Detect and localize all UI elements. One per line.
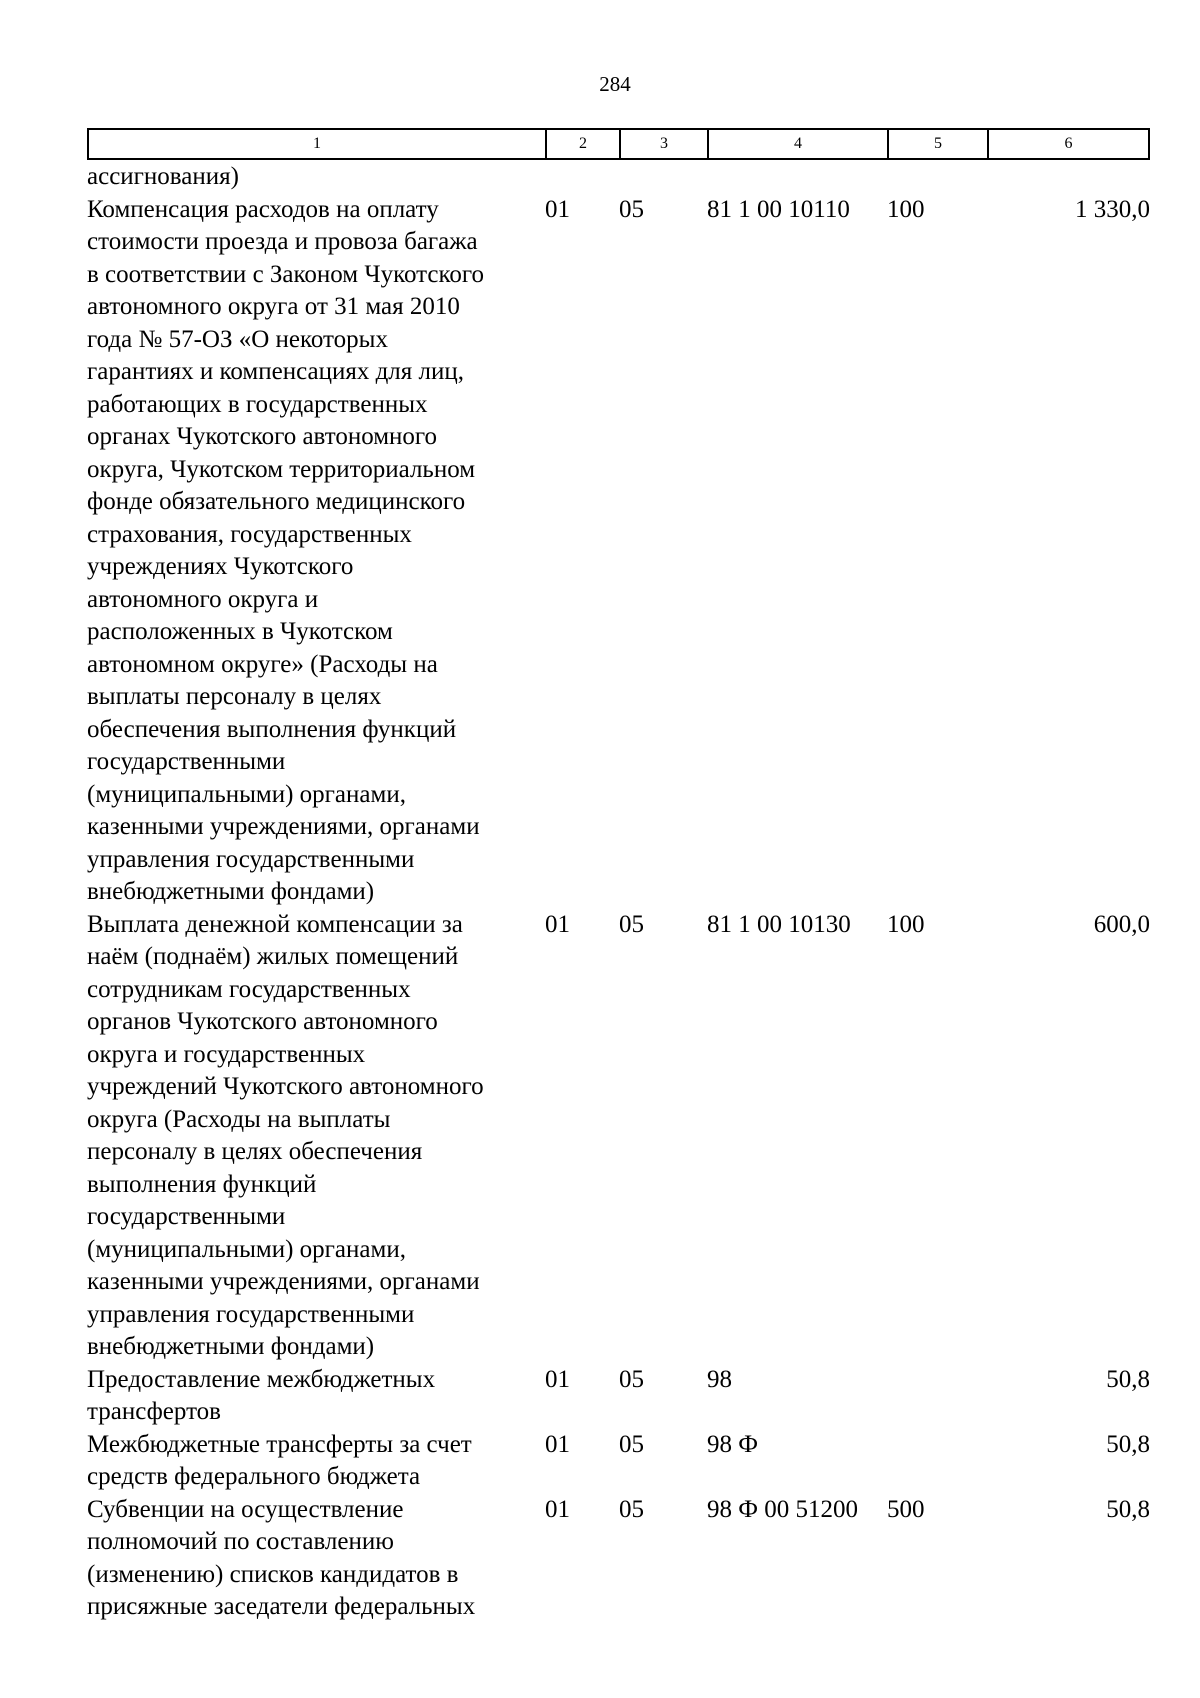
row-subsection: 05 xyxy=(619,1365,644,1393)
row-description: ассигнования) xyxy=(87,163,239,190)
table-column-header xyxy=(87,128,1150,160)
row-section: 01 xyxy=(545,1365,570,1393)
row-section: 01 xyxy=(545,910,570,938)
column-header-4: 4 xyxy=(709,130,889,158)
row-target-article: 81 1 00 10130 xyxy=(707,910,851,938)
column-header-5: 5 xyxy=(889,130,989,158)
row-expense-type: 100 xyxy=(887,195,925,223)
row-subsection: 05 xyxy=(619,1430,644,1458)
table-row xyxy=(87,1364,1150,1429)
table-row xyxy=(87,161,1150,194)
row-description: Субвенции на осуществление полномочий по составлению (изменению) списков кандидатов в присяжные заседатели федеральных xyxy=(87,1495,476,1620)
column-header-3: 3 xyxy=(621,130,709,158)
row-expense-type: 500 xyxy=(887,1495,925,1523)
row-amount: 1 330,0 xyxy=(1075,195,1150,223)
row-amount: 600,0 xyxy=(1093,910,1150,938)
row-expense-type: 100 xyxy=(887,910,925,938)
row-target-article: 98 xyxy=(707,1365,732,1393)
row-target-article: 98 Ф 00 51200 xyxy=(707,1495,859,1523)
row-amount: 50,8 xyxy=(1106,1495,1150,1523)
row-amount: 50,8 xyxy=(1106,1365,1150,1393)
row-target-article: 81 1 00 10110 xyxy=(707,195,850,223)
row-amount: 50,8 xyxy=(1106,1430,1150,1458)
row-subsection: 05 xyxy=(619,1495,644,1523)
column-header-6: 6 xyxy=(1064,135,1073,152)
row-description: Предоставление межбюджетных трансфертов xyxy=(87,1365,436,1425)
column-header-2: 2 xyxy=(547,130,621,158)
row-description: Межбюджетные трансферты за счет средств федерального бюджета xyxy=(87,1430,472,1490)
table-row xyxy=(87,194,1150,909)
row-target-article: 98 Ф xyxy=(707,1430,759,1458)
column-header-1: 1 xyxy=(89,130,547,158)
budget-table-body xyxy=(87,161,1150,1624)
row-section: 01 xyxy=(545,1495,570,1523)
row-subsection: 05 xyxy=(619,910,644,938)
table-row xyxy=(87,1494,1150,1624)
row-description: Выплата денежной компенсации за наём (поднаём) жилых помещений сотрудникам государственных органов Чукотского автономного округа и государственных учреждений Чукотского автономного округа (Расходы на выплаты персоналу в целях обеспечения выполнения функций государственными (муниципальными) органами, казенными учреждениями, органами управления государственными внебюджетными фондами) xyxy=(87,910,484,1360)
table-row xyxy=(87,1429,1150,1494)
row-subsection: 05 xyxy=(619,195,644,223)
row-description: Компенсация расходов на оплату стоимости проезда и провоза багажа в соответствии с Законом Чукотского автономного округа от 31 мая 2010 года № 57-ОЗ «О некоторых гарантиях и компенсациях для лиц, работающих в государственных органах Чукотского автономного округа, Чукотском территориальном фонде обязательного медицинского страхования, государственных учреждениях Чукотского автономного округа и расположенных в Чукотском автономном округе» (Расходы на выплаты персоналу в целях обеспечения выполнения функций государственными (муниципальными) органами, казенными учреждениями, органами управления государственными внебюджетными фондами) xyxy=(87,195,485,905)
row-section: 01 xyxy=(545,195,570,223)
row-section: 01 xyxy=(545,1430,570,1458)
table-row xyxy=(87,909,1150,1364)
page-number: 284 xyxy=(599,72,631,96)
